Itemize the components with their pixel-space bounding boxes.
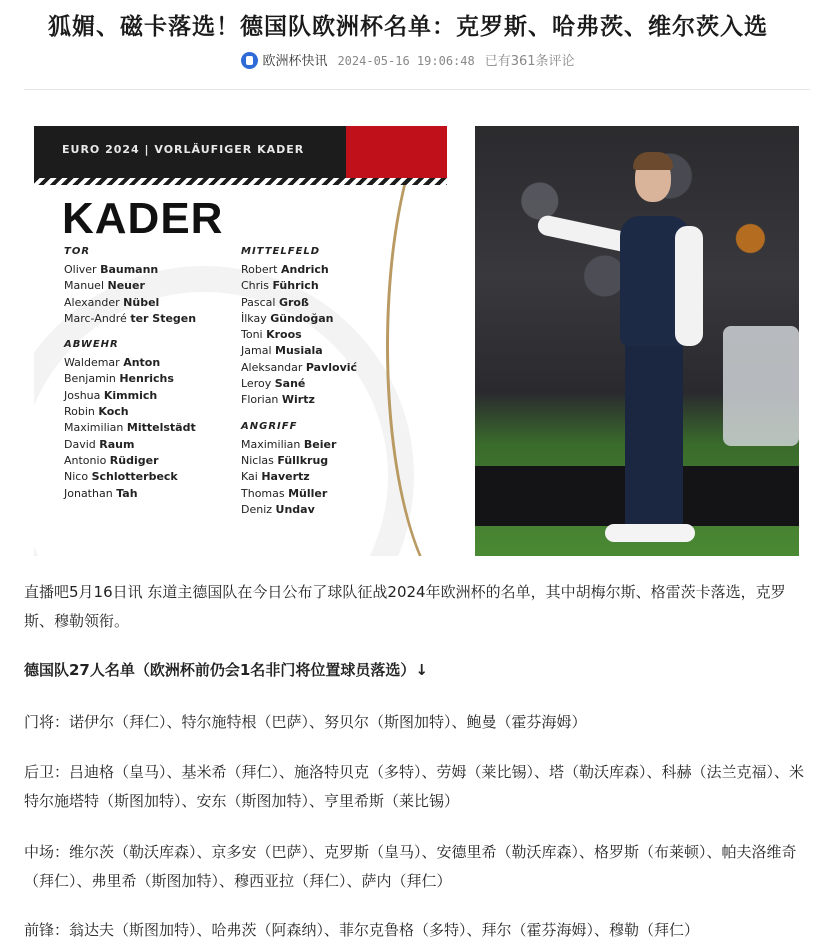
article-meta xyxy=(0,50,816,69)
player-name: Oliver Baumann xyxy=(64,263,159,276)
position-heading: ANGRIFF xyxy=(241,420,298,432)
squad-heading: 德国队27人名单（欧洲杯前仍会1名非门将位置球员落选）↓ xyxy=(24,661,428,679)
player-name: Nico Schlotterbeck xyxy=(64,470,178,484)
coach-photo xyxy=(475,126,799,556)
player-name: Waldemar Anton xyxy=(64,356,161,370)
player-name: Robin Koch xyxy=(64,405,129,419)
player-name: Thomas Müller xyxy=(241,486,328,500)
goalkeepers-list: 门将：诺伊尔（拜仁）、特尔施特根（巴萨）、努贝尔（斯图加特）、鲍曼（霍芬海姆） xyxy=(24,713,587,731)
player-name: Antonio Rüdiger xyxy=(64,453,159,467)
player-name: Kai Havertz xyxy=(241,470,310,484)
roster-column-right xyxy=(241,242,357,518)
banner-red-block xyxy=(346,126,447,180)
player-name: Deniz Undav xyxy=(241,502,315,516)
player-name: Alexander Nübel xyxy=(64,295,160,309)
photo-coach-shoes xyxy=(605,524,695,542)
player-name: Chris Führich xyxy=(241,279,319,293)
midfielders-list: 中场：维尔茨（勒沃库森）、京多安（巴萨）、克罗斯（皇马）、安德里希（勒沃库森）、格罗斯（布莱顿）、帕夫洛维奇（拜仁）、弗里希（斯图加特）、穆西亚拉（拜仁）、萨内（拜仁） xyxy=(24,843,797,890)
photo-coach-arm-right xyxy=(675,226,703,346)
header-divider xyxy=(24,89,810,90)
photo-coach-legs xyxy=(625,341,683,531)
kader-graphic xyxy=(34,126,447,556)
position-heading: TOR xyxy=(64,246,91,257)
intro-paragraph: 直播吧5月16日讯 东道主德国队在今日公布了球队征战2024年欧洲杯的名单，其中胡梅尔斯、格雷茨卡落选，克罗斯、穆勒领衔。 xyxy=(24,583,786,630)
player-name: Maximilian Beier xyxy=(241,437,337,451)
forwards-list: 前锋：翁达夫（斯图加特）、哈弗茨（阿森纳）、菲尔克鲁格（多特）、拜尔（霍芬海姆）、穆勒（拜仁） xyxy=(24,921,700,939)
player-name: Aleksandar Pavlović xyxy=(241,360,358,374)
banner-zigzag xyxy=(34,178,447,185)
player-name: Robert Andrich xyxy=(241,263,329,276)
defenders-list: 后卫：吕迪格（皇马）、基米希（拜仁）、施洛特贝克（多特）、劳姆（莱比锡）、塔（勒沃库森）、科赫（法兰克福）、米特尔施塔特（斯图加特）、安东（斯图加特）、亨里希斯（莱比锡） xyxy=(24,763,805,810)
player-name: Niclas Füllkrug xyxy=(241,453,329,467)
article-title: 狐媚、磁卡落选！德国队欧洲杯名单：克罗斯、哈弗茨、维尔茨入选 xyxy=(48,13,768,40)
photo-camera xyxy=(723,326,799,446)
source-link[interactable]: 欧洲杯快讯 xyxy=(262,54,328,69)
player-name: David Raum xyxy=(64,437,135,451)
player-name: Toni Kroos xyxy=(241,328,302,342)
roster-column-left xyxy=(64,242,196,502)
player-name: Pascal Groß xyxy=(241,295,309,309)
publish-time: 2024-05-16 19:06:48 xyxy=(337,54,475,68)
player-name: Benjamin Henrichs xyxy=(64,372,174,386)
player-name: Marc-André ter Stegen xyxy=(64,311,197,325)
position-heading: ABWEHR xyxy=(64,339,119,351)
player-name: Jonathan Tah xyxy=(64,486,138,500)
player-name: İlkay Gündoğan xyxy=(241,311,334,325)
source-logo-icon xyxy=(241,52,258,69)
photo-coach-hair xyxy=(633,152,673,170)
player-name: Leroy Sané xyxy=(241,377,306,391)
banner-label: EURO 2024 | VORLÄUFIGER KADER xyxy=(62,143,305,156)
player-name: Manuel Neuer xyxy=(64,279,145,293)
kader-heading: KADER xyxy=(62,194,224,243)
player-name: Maximilian Mittelstädt xyxy=(64,421,196,435)
player-name: Florian Wirtz xyxy=(241,393,315,407)
player-name: Jamal Musiala xyxy=(241,344,323,358)
comment-count[interactable]: 已有361条评论 xyxy=(484,54,575,69)
squad-figure xyxy=(34,126,799,556)
position-heading: MITTELFELD xyxy=(241,246,321,257)
player-name: Joshua Kimmich xyxy=(64,388,158,402)
